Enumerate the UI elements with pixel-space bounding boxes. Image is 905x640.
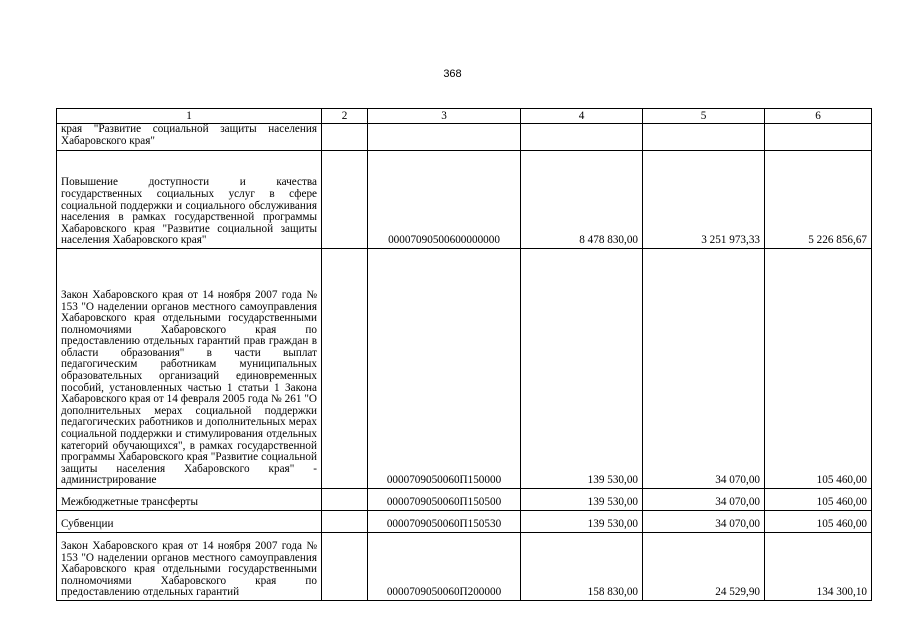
table-row: [57, 249, 872, 489]
row-value-6: 105 460,00: [765, 511, 872, 533]
row-value-5: 34 070,00: [643, 489, 765, 511]
column-header: 3: [368, 109, 521, 124]
row-col2: [322, 124, 368, 151]
column-header: 6: [765, 109, 872, 124]
row-value-6: 105 460,00: [765, 249, 872, 489]
table-row: [57, 511, 872, 533]
table-row: [57, 489, 872, 511]
table-row: [57, 151, 872, 249]
row-value-6: [765, 124, 872, 151]
row-description: Повышение доступности и качества государственных социальных услуг в сфере социальной поддержки и социального обслуживания населения в рамках государственной программы Хабаровского края "Развитие социальной защиты населения Хабаровского края": [57, 151, 322, 249]
row-description: Закон Хабаровского края от 14 ноября 2007 года № 153 "О наделении органов местного самоуправления Хабаровского края отдельными государственными полномочиями Хабаровского края по предоставлению отдельных гарантий: [57, 533, 322, 601]
row-value-4: 139 530,00: [521, 249, 643, 489]
row-value-6: 134 300,10: [765, 533, 872, 601]
table-row: [57, 124, 872, 151]
row-value-4: [521, 124, 643, 151]
row-description: Межбюджетные трансферты: [57, 489, 322, 511]
row-value-4: 139 530,00: [521, 489, 643, 511]
column-header: 5: [643, 109, 765, 124]
row-value-5: [643, 124, 765, 151]
row-code: 0000709050060П200000: [368, 533, 521, 601]
row-code: 0000709050060П150500: [368, 489, 521, 511]
column-header: 2: [322, 109, 368, 124]
row-col2: [322, 151, 368, 249]
row-code: 0000709050060П150000: [368, 249, 521, 489]
row-value-4: 139 530,00: [521, 511, 643, 533]
row-value-5: 34 070,00: [643, 249, 765, 489]
row-col2: [322, 489, 368, 511]
budget-table: [56, 108, 872, 601]
row-value-4: 158 830,00: [521, 533, 643, 601]
row-value-4: 8 478 830,00: [521, 151, 643, 249]
page-number: 368: [443, 68, 462, 80]
row-col2: [322, 533, 368, 601]
row-col2: [322, 511, 368, 533]
column-header: 4: [521, 109, 643, 124]
row-code: 00007090500600000000: [368, 151, 521, 249]
column-header: 1: [57, 109, 322, 124]
row-description: края "Развитие социальной защиты населения Хабаровского края": [57, 124, 322, 151]
row-value-5: 34 070,00: [643, 511, 765, 533]
row-col2: [322, 249, 368, 489]
row-value-6: 5 226 856,67: [765, 151, 872, 249]
row-description: Субвенции: [57, 511, 322, 533]
row-description: Закон Хабаровского края от 14 ноября 2007 года № 153 "О наделении органов местного самоуправления Хабаровского края отдельными государственными полномочиями Хабаровского края по предоставлению отдельных гарантий прав граждан в области образования" в части выплат педагогическим работникам муниципальных образовательных организаций единовременных пособий, установленных частью 1 статьи 1 Закона Хабаровского края от 14 февраля 2005 года № 261 "О дополнительных мерах социальной поддержки педагогических работников и дополнительных мерах социальной поддержки и стимулирования отдельных категорий обучающихся", в рамках государственной программы Хабаровского края "Развитие социальной защиты населения Хабаровского края" - администрирование: [57, 249, 322, 489]
row-value-5: 24 529,90: [643, 533, 765, 601]
table-row: [57, 533, 872, 601]
row-code: [368, 124, 521, 151]
row-code: 0000709050060П150530: [368, 511, 521, 533]
row-value-5: 3 251 973,33: [643, 151, 765, 249]
row-value-6: 105 460,00: [765, 489, 872, 511]
table-header-row: [57, 109, 872, 124]
